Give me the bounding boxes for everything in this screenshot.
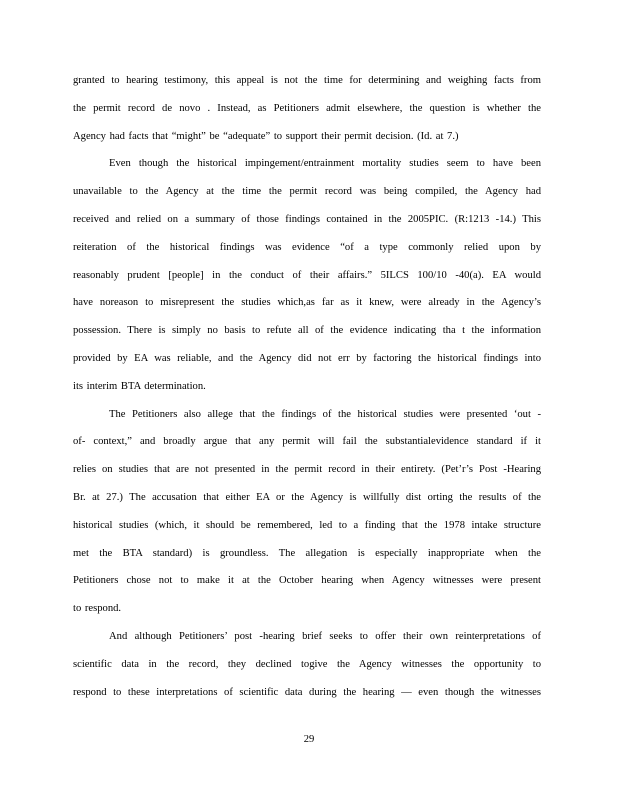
text-line: unavailable to the Agency at the time the permit record was being compiled, the Agency had — [73, 186, 541, 198]
text-line: granted to hearing testimony, this appeal is not the time for determining and weighing facts from — [73, 75, 541, 86]
text-line: Even though the historical impingement/entrainment mortality studies seem to have been — [109, 158, 541, 170]
text-line: Petitioners chose not to make it at the October hearing when Agency witnesses were present — [73, 575, 541, 587]
text-line: to respond. — [73, 603, 122, 615]
body-text — [73, 67, 541, 706]
text-line: have noreason to misrepresent the studies which,as far as it knew, were already in the Agency’s — [73, 297, 541, 309]
text-line: historical studies (which, it should be remembered, led to a finding that the 1978 intake structure — [73, 519, 541, 531]
text-line: met the BTA standard) is groundless. The allegation is especially inappropriate when the — [73, 547, 541, 559]
text-line: of- context,” and broadly argue that any permit will fail the substantialevidence standard if it — [73, 436, 541, 448]
text-line: its interim BTA determination. — [73, 380, 206, 392]
text-line: The Petitioners also allege that the findings of the historical studies were presented ‘out - — [109, 408, 541, 420]
text-line: Agency had facts that “might” be “adequate” to support their permit decision. (Id. at 7.) — [73, 130, 459, 142]
text-line: the permit record de novo . Instead, as Petitioners admit elsewhere, the question is whether the — [73, 102, 541, 114]
text-line: respond to these interpretations of scientific data during the hearing — even though the witnesses — [73, 686, 541, 698]
text-line: reiteration of the historical findings was evidence “of a type commonly relied upon by — [73, 241, 541, 253]
page-number: 29 — [303, 734, 315, 745]
text-line: relies on studies that are not presented in the permit record in their entirety. (Pet’r’s Post -Hearing — [73, 464, 541, 476]
text-line: reasonably prudent [people] in the conduct of their affairs.” 5ILCS 100/10 -40(a). EA would — [73, 269, 541, 281]
text-line: possession. There is simply no basis to refute all of the evidence indicating tha t the information — [73, 325, 541, 337]
text-line: And although Petitioners’ post -hearing brief seeks to offer their own reinterpretations of — [109, 630, 541, 642]
text-line: received and relied on a summary of those findings contained in the 2005PIC. (R:1213 -14.) This — [73, 213, 541, 225]
text-line: scientific data in the record, they declined togive the Agency witnesses the opportunity to — [73, 658, 541, 670]
text-line: Br. at 27.) The accusation that either EA or the Agency is willfully dist orting the results of the — [73, 491, 541, 503]
text-line: provided by EA was reliable, and the Agency did not err by factoring the historical findings into — [73, 352, 541, 364]
